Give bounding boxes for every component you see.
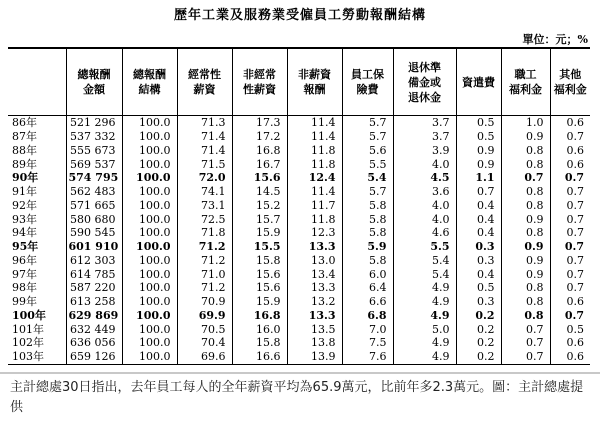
value-cell: 13.3 — [287, 281, 342, 295]
value-cell: 0.6 — [550, 116, 590, 130]
value-cell: 15.8 — [232, 254, 287, 268]
divider — [0, 372, 600, 374]
value-cell: 4.0 — [393, 157, 456, 171]
value-cell: 100.0 — [122, 267, 177, 281]
value-cell: 590 545 — [66, 226, 122, 240]
value-cell: 1.0 — [501, 116, 550, 130]
table-row — [8, 281, 590, 295]
year-cell: 99年 — [8, 295, 66, 309]
value-cell: 71.4 — [177, 130, 232, 144]
value-cell: 5.7 — [342, 130, 393, 144]
value-cell: 555 673 — [66, 144, 122, 158]
value-cell: 632 449 — [66, 322, 122, 336]
value-cell: 0.9 — [501, 130, 550, 144]
table-row — [8, 309, 590, 323]
value-cell: 4.5 — [393, 171, 456, 185]
year-cell: 90年 — [8, 171, 66, 185]
value-cell: 5.8 — [342, 254, 393, 268]
value-cell: 3.7 — [393, 130, 456, 144]
value-cell: 0.5 — [456, 116, 501, 130]
value-cell: 100.0 — [122, 309, 177, 323]
value-cell: 16.8 — [232, 309, 287, 323]
value-cell: 13.5 — [287, 322, 342, 336]
value-cell: 100.0 — [122, 240, 177, 254]
value-cell: 4.9 — [393, 336, 456, 350]
value-cell: 601 910 — [66, 240, 122, 254]
value-cell: 0.5 — [550, 322, 590, 336]
value-cell: 0.7 — [456, 185, 501, 199]
value-cell: 16.0 — [232, 322, 287, 336]
value-cell: 16.7 — [232, 157, 287, 171]
header-cell: 總報酬 金額 — [66, 48, 122, 116]
value-cell: 0.3 — [456, 240, 501, 254]
value-cell: 0.9 — [501, 212, 550, 226]
value-cell: 13.0 — [287, 254, 342, 268]
value-cell: 15.6 — [232, 281, 287, 295]
value-cell: 4.9 — [393, 295, 456, 309]
header-cell: 經常性 薪資 — [177, 48, 232, 116]
value-cell: 15.5 — [232, 240, 287, 254]
value-cell: 0.8 — [501, 295, 550, 309]
value-cell: 636 056 — [66, 336, 122, 350]
value-cell: 72.0 — [177, 171, 232, 185]
value-cell: 5.7 — [342, 185, 393, 199]
value-cell: 73.1 — [177, 199, 232, 213]
value-cell: 0.8 — [501, 144, 550, 158]
value-cell: 0.6 — [550, 350, 590, 364]
value-cell: 100.0 — [122, 212, 177, 226]
value-cell: 3.9 — [393, 144, 456, 158]
value-cell: 0.3 — [456, 254, 501, 268]
value-cell: 6.6 — [342, 295, 393, 309]
value-cell: 5.5 — [342, 157, 393, 171]
value-cell: 15.6 — [232, 267, 287, 281]
value-cell: 11.8 — [287, 212, 342, 226]
value-cell: 0.7 — [550, 309, 590, 323]
value-cell: 15.9 — [232, 226, 287, 240]
value-cell: 571 665 — [66, 199, 122, 213]
table-body — [8, 116, 590, 365]
value-cell: 13.9 — [287, 350, 342, 364]
value-cell: 13.8 — [287, 336, 342, 350]
value-cell: 7.6 — [342, 350, 393, 364]
value-cell: 0.8 — [501, 199, 550, 213]
value-cell: 5.8 — [342, 212, 393, 226]
photo-caption: 主計總處30日指出，去年員工每人的全年薪資平均為65.9萬元，比前年多2.3萬元。圖：主計總處提供 — [10, 380, 584, 415]
value-cell: 11.8 — [287, 144, 342, 158]
value-cell: 5.0 — [393, 322, 456, 336]
value-cell: 0.2 — [456, 336, 501, 350]
value-cell: 70.9 — [177, 295, 232, 309]
value-cell: 13.4 — [287, 267, 342, 281]
year-cell: 88年 — [8, 144, 66, 158]
table-row — [8, 240, 590, 254]
table-row — [8, 254, 590, 268]
value-cell: 0.2 — [456, 322, 501, 336]
header-cell: 資遣費 — [456, 48, 501, 116]
value-cell: 0.7 — [550, 281, 590, 295]
value-cell: 0.9 — [501, 240, 550, 254]
value-cell: 0.7 — [501, 336, 550, 350]
value-cell: 629 869 — [66, 309, 122, 323]
value-cell: 100.0 — [122, 322, 177, 336]
value-cell: 15.9 — [232, 295, 287, 309]
value-cell: 15.2 — [232, 199, 287, 213]
value-cell: 7.5 — [342, 336, 393, 350]
value-cell: 100.0 — [122, 295, 177, 309]
value-cell: 0.2 — [456, 309, 501, 323]
table-title: 歷年工業及服務業受僱員工勞動報酬結構 — [173, 8, 426, 23]
value-cell: 15.8 — [232, 336, 287, 350]
value-cell: 1.1 — [456, 171, 501, 185]
value-cell: 71.8 — [177, 226, 232, 240]
year-cell: 92年 — [8, 199, 66, 213]
value-cell: 0.6 — [550, 157, 590, 171]
value-cell: 11.4 — [287, 185, 342, 199]
value-cell: 69.9 — [177, 309, 232, 323]
value-cell: 0.2 — [456, 350, 501, 364]
value-cell: 587 220 — [66, 281, 122, 295]
value-cell: 3.7 — [393, 116, 456, 130]
table-row — [8, 267, 590, 281]
value-cell: 16.8 — [232, 144, 287, 158]
value-cell: 100.0 — [122, 130, 177, 144]
value-cell: 11.7 — [287, 199, 342, 213]
header-cell: 退休準 備金或 退休金 — [393, 48, 456, 116]
value-cell: 0.9 — [456, 144, 501, 158]
value-cell: 4.9 — [393, 309, 456, 323]
value-cell: 5.4 — [393, 254, 456, 268]
value-cell: 0.7 — [501, 322, 550, 336]
value-cell: 71.2 — [177, 240, 232, 254]
value-cell: 12.4 — [287, 171, 342, 185]
year-cell: 87年 — [8, 130, 66, 144]
value-cell: 0.4 — [456, 267, 501, 281]
value-cell: 659 126 — [66, 350, 122, 364]
value-cell: 0.7 — [550, 185, 590, 199]
value-cell: 613 258 — [66, 295, 122, 309]
header-cell — [8, 48, 66, 116]
value-cell: 0.7 — [550, 226, 590, 240]
value-cell: 0.7 — [501, 171, 550, 185]
value-cell: 574 795 — [66, 171, 122, 185]
value-cell: 0.8 — [501, 226, 550, 240]
value-cell: 100.0 — [122, 116, 177, 130]
value-cell: 100.0 — [122, 281, 177, 295]
value-cell: 0.4 — [456, 199, 501, 213]
value-cell: 6.0 — [342, 267, 393, 281]
year-cell: 100年 — [8, 309, 66, 323]
value-cell: 71.0 — [177, 267, 232, 281]
table-row — [8, 171, 590, 185]
value-cell: 521 296 — [66, 116, 122, 130]
value-cell: 71.4 — [177, 144, 232, 158]
value-cell: 4.0 — [393, 199, 456, 213]
value-cell: 14.5 — [232, 185, 287, 199]
table-row — [8, 185, 590, 199]
value-cell: 13.3 — [287, 240, 342, 254]
table-row — [8, 130, 590, 144]
year-cell: 91年 — [8, 185, 66, 199]
value-cell: 5.4 — [393, 267, 456, 281]
value-cell: 4.9 — [393, 350, 456, 364]
value-cell: 17.3 — [232, 116, 287, 130]
value-cell: 15.7 — [232, 212, 287, 226]
year-cell: 93年 — [8, 212, 66, 226]
value-cell: 12.3 — [287, 226, 342, 240]
value-cell: 580 680 — [66, 212, 122, 226]
table-row — [8, 295, 590, 309]
value-cell: 562 483 — [66, 185, 122, 199]
year-cell: 86年 — [8, 116, 66, 130]
value-cell: 13.2 — [287, 295, 342, 309]
value-cell: 4.0 — [393, 212, 456, 226]
value-cell: 0.7 — [501, 350, 550, 364]
value-cell: 17.2 — [232, 130, 287, 144]
value-cell: 0.3 — [456, 295, 501, 309]
value-cell: 0.9 — [456, 157, 501, 171]
value-cell: 569 537 — [66, 157, 122, 171]
value-cell: 0.4 — [456, 212, 501, 226]
value-cell: 71.5 — [177, 157, 232, 171]
table-row — [8, 157, 590, 171]
value-cell: 3.6 — [393, 185, 456, 199]
value-cell: 0.6 — [550, 336, 590, 350]
value-cell: 0.5 — [456, 130, 501, 144]
year-cell: 89年 — [8, 157, 66, 171]
value-cell: 71.3 — [177, 116, 232, 130]
year-cell: 98年 — [8, 281, 66, 295]
value-cell: 0.7 — [550, 130, 590, 144]
value-cell: 72.5 — [177, 212, 232, 226]
value-cell: 6.8 — [342, 309, 393, 323]
value-cell: 5.4 — [342, 171, 393, 185]
table-row — [8, 116, 590, 130]
value-cell: 5.7 — [342, 116, 393, 130]
value-cell: 7.0 — [342, 322, 393, 336]
year-cell: 97年 — [8, 267, 66, 281]
value-cell: 0.9 — [501, 254, 550, 268]
value-cell: 0.4 — [456, 226, 501, 240]
value-cell: 74.1 — [177, 185, 232, 199]
value-cell: 5.8 — [342, 199, 393, 213]
unit-note: 單位：元；% — [522, 33, 588, 46]
value-cell: 71.2 — [177, 281, 232, 295]
value-cell: 0.8 — [501, 281, 550, 295]
value-cell: 0.7 — [550, 212, 590, 226]
value-cell: 11.8 — [287, 157, 342, 171]
year-cell: 103年 — [8, 350, 66, 364]
value-cell: 0.9 — [501, 267, 550, 281]
header-cell: 總報酬 結構 — [122, 48, 177, 116]
value-cell: 5.5 — [393, 240, 456, 254]
value-cell: 4.9 — [393, 281, 456, 295]
year-cell: 102年 — [8, 336, 66, 350]
value-cell: 0.8 — [501, 309, 550, 323]
table-row — [8, 322, 590, 336]
value-cell: 100.0 — [122, 336, 177, 350]
year-cell: 95年 — [8, 240, 66, 254]
value-cell: 100.0 — [122, 185, 177, 199]
value-cell: 100.0 — [122, 157, 177, 171]
value-cell: 70.5 — [177, 322, 232, 336]
compensation-table — [8, 47, 590, 365]
table-row — [8, 350, 590, 364]
table-row — [8, 336, 590, 350]
table-row — [8, 226, 590, 240]
value-cell: 16.6 — [232, 350, 287, 364]
value-cell: 612 303 — [66, 254, 122, 268]
value-cell: 0.8 — [501, 185, 550, 199]
value-cell: 4.6 — [393, 226, 456, 240]
value-cell: 537 332 — [66, 130, 122, 144]
header-cell: 非薪資 報酬 — [287, 48, 342, 116]
value-cell: 15.6 — [232, 171, 287, 185]
header-cell: 職工 福利金 — [501, 48, 550, 116]
value-cell: 0.6 — [550, 295, 590, 309]
value-cell: 5.8 — [342, 226, 393, 240]
value-cell: 0.7 — [550, 199, 590, 213]
value-cell: 0.7 — [550, 267, 590, 281]
value-cell: 13.3 — [287, 309, 342, 323]
value-cell: 5.6 — [342, 144, 393, 158]
year-cell: 101年 — [8, 322, 66, 336]
value-cell: 70.4 — [177, 336, 232, 350]
table-row — [8, 199, 590, 213]
value-cell: 6.4 — [342, 281, 393, 295]
value-cell: 0.7 — [550, 254, 590, 268]
header-cell: 非經常 性薪資 — [232, 48, 287, 116]
table-row — [8, 144, 590, 158]
value-cell: 100.0 — [122, 171, 177, 185]
value-cell: 0.5 — [456, 281, 501, 295]
value-cell: 0.8 — [501, 157, 550, 171]
value-cell: 5.9 — [342, 240, 393, 254]
header-row — [8, 48, 590, 116]
value-cell: 69.6 — [177, 350, 232, 364]
value-cell: 614 785 — [66, 267, 122, 281]
table-row — [8, 212, 590, 226]
value-cell: 100.0 — [122, 254, 177, 268]
header-cell: 其他 福利金 — [550, 48, 590, 116]
value-cell: 11.4 — [287, 130, 342, 144]
value-cell: 100.0 — [122, 226, 177, 240]
header-cell: 員工保 險費 — [342, 48, 393, 116]
value-cell: 0.7 — [550, 171, 590, 185]
value-cell: 100.0 — [122, 199, 177, 213]
year-cell: 96年 — [8, 254, 66, 268]
value-cell: 100.0 — [122, 350, 177, 364]
value-cell: 0.7 — [550, 240, 590, 254]
value-cell: 11.4 — [287, 116, 342, 130]
value-cell: 0.6 — [550, 144, 590, 158]
value-cell: 71.2 — [177, 254, 232, 268]
value-cell: 100.0 — [122, 144, 177, 158]
year-cell: 94年 — [8, 226, 66, 240]
